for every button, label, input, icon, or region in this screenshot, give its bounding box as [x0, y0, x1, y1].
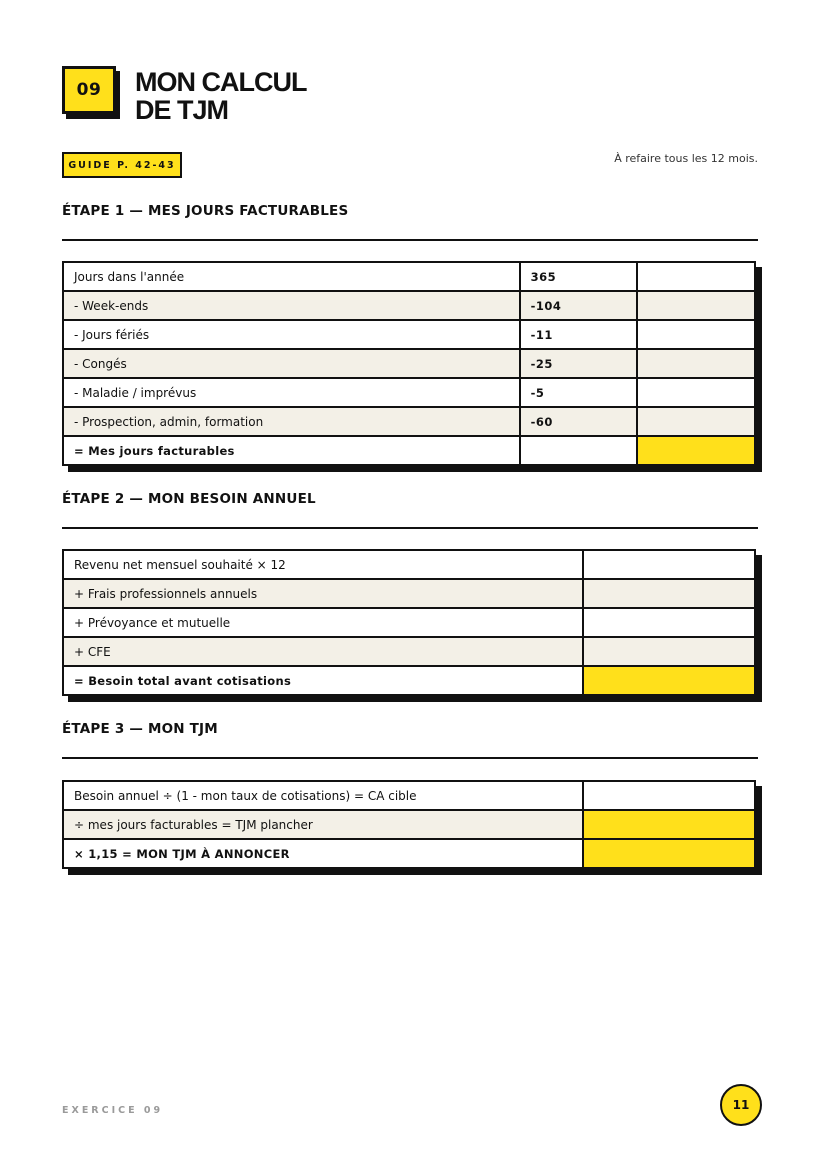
- step-2-title: ÉTAPE 2 — MON BESOIN ANNUEL: [62, 491, 316, 507]
- row-label: - Jours fériés: [63, 320, 520, 349]
- row-value: -5: [520, 378, 638, 407]
- table-row: [63, 810, 755, 839]
- step-3-table: [62, 780, 756, 869]
- exercise-number: 09: [62, 66, 116, 114]
- table-row: [63, 320, 755, 349]
- tjm-floor-entry-cell[interactable]: [583, 810, 755, 839]
- entry-cell[interactable]: [637, 262, 755, 291]
- guide-reference-tag: GUIDE P. 42-43: [62, 152, 182, 178]
- total-entry-cell[interactable]: [637, 436, 755, 465]
- row-value: -60: [520, 407, 638, 436]
- total-row: [63, 839, 755, 868]
- row-value: -25: [520, 349, 638, 378]
- row-label: ÷ mes jours facturables = TJM plancher: [63, 810, 583, 839]
- row-label: + CFE: [63, 637, 583, 666]
- step-3-divider: [62, 757, 758, 759]
- entry-cell[interactable]: [583, 550, 755, 579]
- table-row: [63, 407, 755, 436]
- tjm-final-entry-cell[interactable]: [583, 839, 755, 868]
- row-value: [520, 436, 638, 465]
- row-value: -104: [520, 291, 638, 320]
- row-label: + Frais professionnels annuels: [63, 579, 583, 608]
- row-label: Jours dans l'année: [63, 262, 520, 291]
- row-label: - Week-ends: [63, 291, 520, 320]
- entry-cell[interactable]: [583, 608, 755, 637]
- table-row: [63, 608, 755, 637]
- total-label: = Mes jours facturables: [63, 436, 520, 465]
- step-2-table: [62, 549, 756, 696]
- entry-cell[interactable]: [637, 320, 755, 349]
- table-row: [63, 349, 755, 378]
- step-1-table-wrap: [62, 261, 762, 466]
- refresh-note: À refaire tous les 12 mois.: [614, 152, 758, 165]
- page-title: [135, 68, 306, 124]
- step-1-title: ÉTAPE 1 — MES JOURS FACTURABLES: [62, 203, 349, 219]
- table-row: [63, 579, 755, 608]
- entry-cell[interactable]: [637, 407, 755, 436]
- total-label: × 1,15 = MON TJM À ANNONCER: [63, 839, 583, 868]
- row-value: 365: [520, 262, 638, 291]
- step-1-divider: [62, 239, 758, 241]
- entry-cell[interactable]: [583, 579, 755, 608]
- table-row: [63, 550, 755, 579]
- row-label: - Prospection, admin, formation: [63, 407, 520, 436]
- total-row: [63, 436, 755, 465]
- total-label: = Besoin total avant cotisations: [63, 666, 583, 695]
- exercise-number-badge: [62, 66, 118, 116]
- row-label: + Prévoyance et mutuelle: [63, 608, 583, 637]
- table-row: [63, 291, 755, 320]
- row-label: - Maladie / imprévus: [63, 378, 520, 407]
- step-2-divider: [62, 527, 758, 529]
- total-row: [63, 666, 755, 695]
- footer-exercise-label: EXERCICE 09: [62, 1105, 164, 1116]
- row-label: - Congés: [63, 349, 520, 378]
- step-1-table: [62, 261, 756, 466]
- table-row: [63, 262, 755, 291]
- step-3-table-wrap: [62, 780, 762, 869]
- entry-cell[interactable]: [637, 378, 755, 407]
- row-value: -11: [520, 320, 638, 349]
- step-3-title: ÉTAPE 3 — MON TJM: [62, 721, 218, 737]
- row-label: Revenu net mensuel souhaité × 12: [63, 550, 583, 579]
- table-row: [63, 378, 755, 407]
- entry-cell[interactable]: [637, 349, 755, 378]
- page-title-line-1: MON CALCUL: [135, 67, 307, 97]
- entry-cell[interactable]: [583, 781, 755, 810]
- page-title-line-2: DE TJM: [135, 95, 229, 125]
- step-2-table-wrap: [62, 549, 762, 696]
- total-entry-cell[interactable]: [583, 666, 755, 695]
- entry-cell[interactable]: [637, 291, 755, 320]
- page-number: 11: [720, 1084, 762, 1126]
- table-row: [63, 781, 755, 810]
- entry-cell[interactable]: [583, 637, 755, 666]
- table-row: [63, 637, 755, 666]
- row-label: Besoin annuel ÷ (1 - mon taux de cotisations) = CA cible: [63, 781, 583, 810]
